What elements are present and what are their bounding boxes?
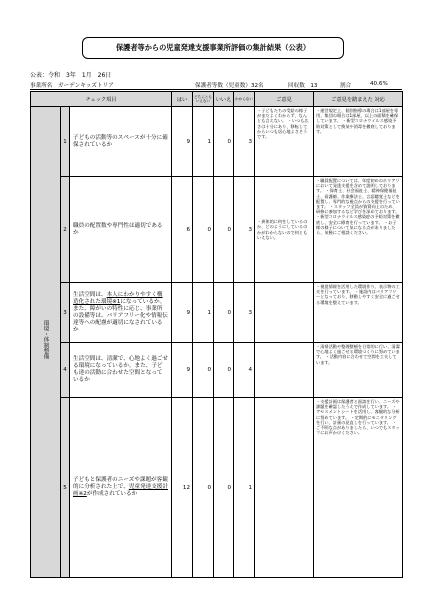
row-number: 2 [61, 177, 70, 283]
table-row [31, 398, 403, 578]
report-title: 保護者等からの児童発達支援事業所評価の集計結果（公表） [82, 37, 344, 59]
count-no: 0 [214, 107, 234, 177]
count-neither: 1 [193, 107, 214, 177]
opinion-text: ・子どもたちの受給の様子がまだよくわからず、なんとも言えない。 ・いつも広さは十分にあり、移転してからいつも居心地よさそうです。 [255, 107, 314, 177]
table-row [31, 283, 403, 343]
count-neither: 0 [193, 398, 214, 578]
count-no: 0 [214, 283, 234, 343]
header-no: いいえ [214, 92, 234, 107]
check-item: 子どもの活動等のスペースが十分に確保されているか [70, 107, 172, 177]
response-count: 回収数 13 [288, 83, 318, 89]
response-text: ・清掃活動や整理整頓を日常的に行い、清潔で心地よく過ごせる環境づくりに努めています。 ・活動内容に合わせて空間を工夫しています。 [314, 343, 403, 398]
row-number: 1 [61, 107, 70, 177]
response-rate: 40.6% [370, 81, 388, 87]
header-yes: はい [172, 92, 193, 107]
count-yes: 9 [172, 283, 193, 343]
row-number: 5 [61, 398, 70, 578]
table-row [31, 177, 403, 283]
row-number: 4 [61, 343, 70, 398]
count-unknown: 1 [234, 398, 255, 578]
count-unknown: 3 [234, 283, 255, 343]
check-item: 職員の配置数や専門性は適切であるか [70, 177, 172, 283]
count-no: 0 [214, 177, 234, 283]
count-neither: 0 [193, 177, 214, 283]
response-rate-label: 割合 [340, 83, 352, 89]
count-yes: 9 [172, 343, 193, 398]
facility-name: 事業所名 ガーデンキッズトリア [30, 83, 114, 89]
count-no: 0 [214, 398, 234, 578]
check-item: 生活空間は、清潔で、心地よく過ごせる環境になっているか。また、子ども達の活動に合わせた空間となっているか [70, 343, 172, 398]
publication-date: 公表：令和 3年 1月 26日 [30, 72, 112, 79]
opinion-text [255, 283, 314, 343]
guardian-count: 保護者等数（児童数）32名 [195, 83, 264, 89]
count-yes: 6 [172, 177, 193, 283]
count-unknown: 4 [234, 343, 255, 398]
category-label: 環境・体制整備 [31, 107, 61, 578]
header-opinion: ご意見 [255, 92, 314, 107]
row-number: 3 [61, 283, 70, 343]
table-row [31, 107, 403, 177]
response-text: ・運営規定上、個別指導の場合は1部屋を専用、集団の場合は1部屋、以上の面積を確保しています。 ・新型コロナウイルス感染予防対策として換気や消毒を徹底しております。 [314, 107, 403, 177]
opinion-text [255, 398, 314, 578]
count-no: 0 [214, 343, 234, 398]
count-yes: 9 [172, 107, 193, 177]
count-unknown: 3 [234, 177, 255, 283]
count-unknown: 3 [234, 107, 255, 177]
check-item: 子どもと保護者のニーズや課題が客観的に分析された上で、児童発達支援計画※2が作成されているか [70, 398, 172, 578]
opinion-text [255, 343, 314, 398]
check-item: 生活空間は、本人にわかりやすく構造化された環境※1になっているか。また、障がいの特性に応じ、事業所の設備等は、バリアフリー化や情報伝達等への配慮が適切になされているか [70, 283, 172, 343]
header-row [31, 92, 403, 107]
table-row [31, 343, 403, 398]
response-text: ・支援計画は保護者と面談を行い、ニーズや課題を確認したうえで作成しています。 ・アセスメントシートを活用し、客観的な分析に努めています。 ・定期的にモニタリングを行い、計画の見直しを行っています。 ・ご不明な点がありましたら、いつでもスタッフにお声かけください。 [314, 398, 403, 578]
evaluation-table [30, 91, 403, 578]
count-yes: 12 [172, 398, 193, 578]
opinion-text: ・異体的に何をしているのか、どのようにしているのかがわからないので何ともいえない。 [255, 177, 314, 283]
response-text: ・視覚情報を活用した環境作り、表示物の工夫を行っています。 ・施設内はバリアフリーとなっており、移動しやすく安全に過ごせる環境を整えています。 [314, 283, 403, 343]
info-bar [30, 81, 402, 90]
count-neither: 1 [193, 283, 214, 343]
header-check: チェック項目 [31, 92, 172, 107]
header-response: ご意見を踏まえた 対応 [314, 92, 403, 107]
header-unknown: わからない [234, 92, 255, 107]
header-neither: どちらとも いえない [193, 92, 214, 107]
response-text: ・職員配置については、年度初めのホリアリにおいて発達支援を含めて説明しております。 ・保育士、社会福祉士、精神保健福祉士、看護師、作業療法士、言語聴覚士などを配置し、専門的な視点からの支援を行っています。 ・スタッフ全員が資質向上のため、研修に参加するなど学びを深めております。 ・新型コロナウイルス感染症の予防対策を徹底し、安全に療育を行っています。 ・お子様の様子について気になる点がありましたら、気軽にご相談ください。 [314, 177, 403, 283]
count-neither: 0 [193, 343, 214, 398]
